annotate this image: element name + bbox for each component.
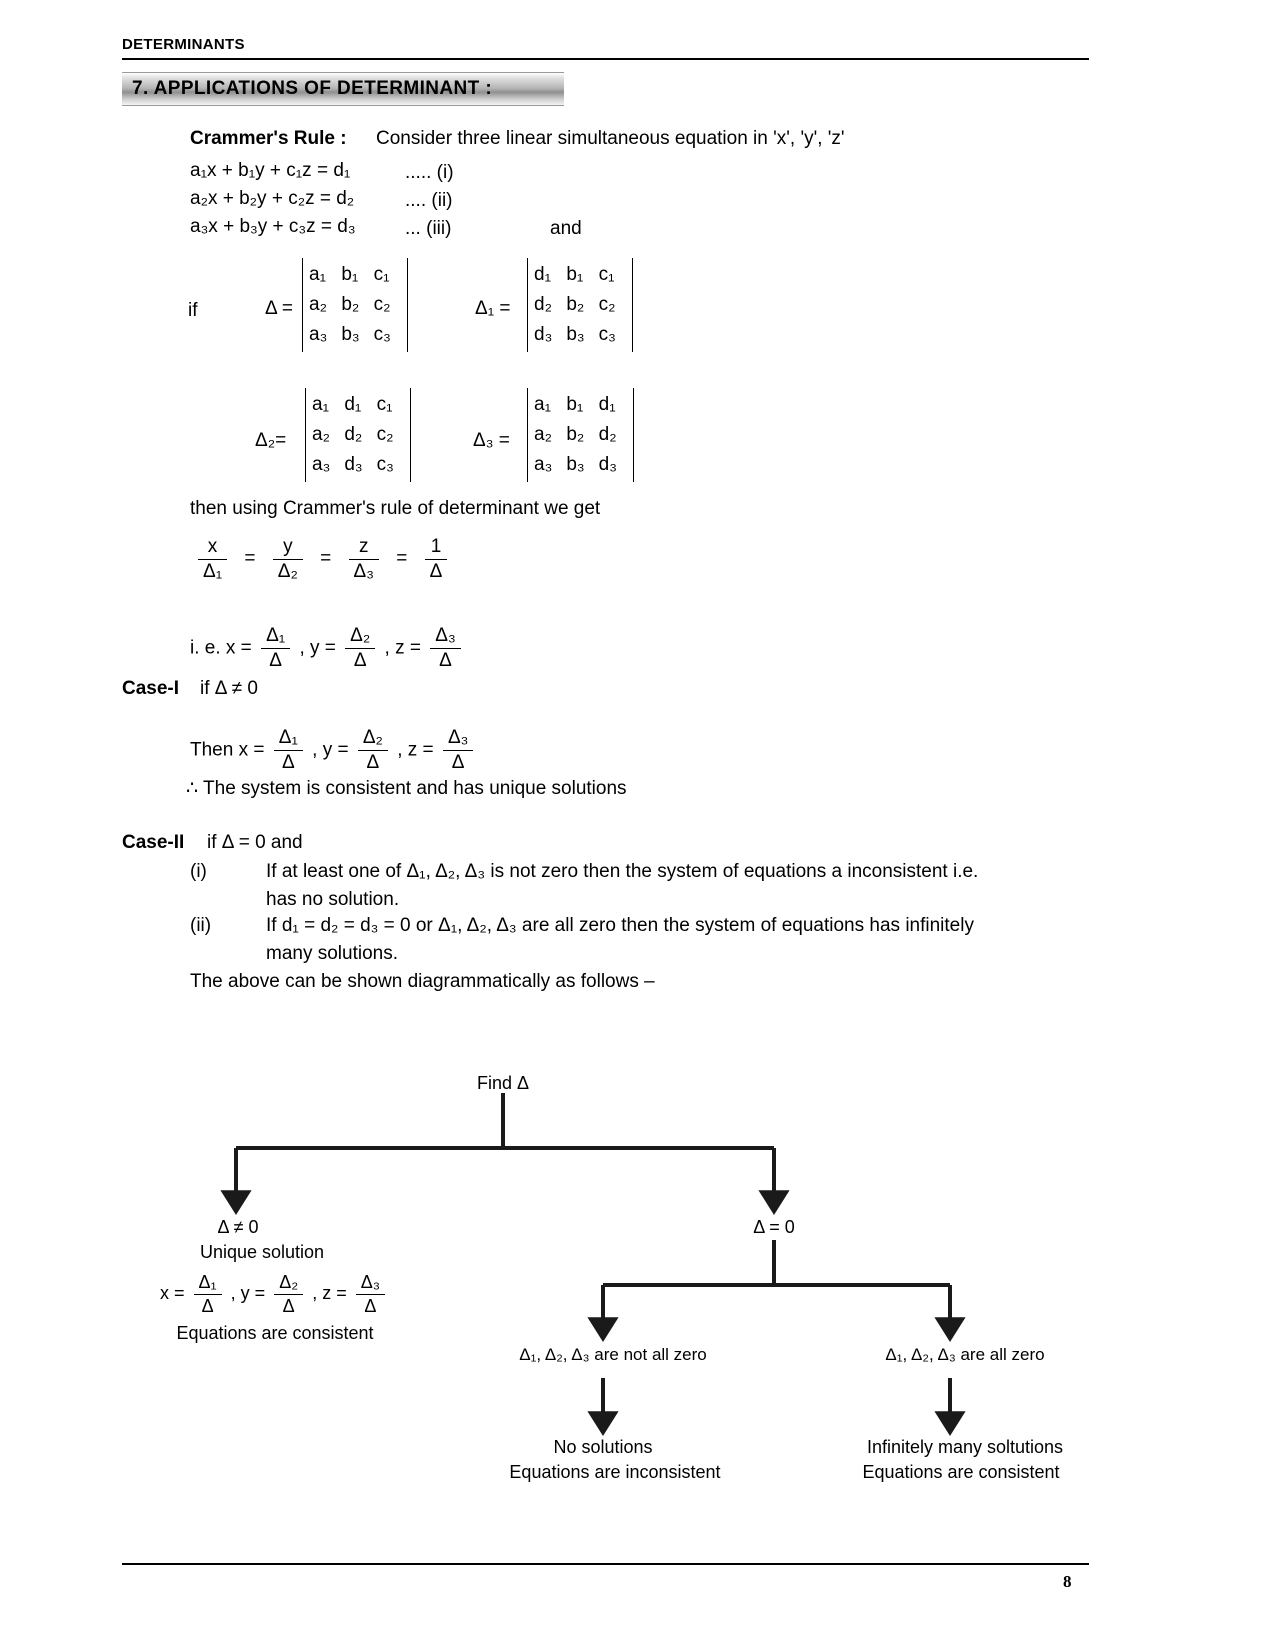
cell: b₃ [566,454,585,475]
determinant-delta3-label: Δ₃ = [473,430,510,451]
determinant-delta1-label: Δ₁ = [475,298,511,319]
fraction-denominator: Δ [439,649,452,671]
flow-solution-prefix-2: , y = [230,1282,266,1303]
fraction-denominator: Δ [201,1295,214,1316]
equation-2-text: a₂x + b₂y + c₂z = d₂ [190,188,355,209]
cell: c₂ [376,424,394,445]
fraction-numerator: 1 [425,536,448,560]
cell: d₃ [598,454,617,475]
fraction-numerator: Δ₁ [261,625,290,649]
fraction-numerator: Δ₂ [358,727,388,751]
flow-right-condition: Δ = 0 [753,1217,795,1237]
fraction-numerator: y [273,536,303,560]
cell: a₁ [312,394,329,415]
fraction-denominator: Δ [269,649,282,671]
cell: b₂ [566,294,585,315]
cell: b₃ [566,324,585,345]
fraction-numerator: Δ₁ [274,727,303,751]
cell: c₃ [373,324,391,345]
cell: d₁ [344,394,362,415]
case-2-condition: if Δ = 0 and [207,832,303,853]
cell: c₂ [373,294,391,315]
equals-sign-1: = [244,548,256,570]
case-1-condition: if Δ ≠ 0 [200,678,258,699]
fraction-numerator: z [349,536,379,560]
fraction-numerator: Δ₁ [194,1272,222,1295]
running-head: DETERMINANTS [122,36,245,53]
cell: c₃ [376,454,394,475]
fraction-denominator: Δ₁ [203,560,223,582]
cell: b₁ [566,264,584,285]
case-2-closing-line: The above can be shown diagrammatically as follows – [190,971,655,992]
cell: a₁ [534,394,551,415]
flow-child-1-result-line-2: Equations are inconsistent [509,1462,721,1482]
cell: c₁ [373,264,390,285]
cell: b₂ [566,424,585,445]
fraction-denominator: Δ [451,751,465,773]
case-2-item-2-line-1: If d₁ = d₂ = d₃ = 0 or Δ₁, Δ₂, Δ₃ are all zero then the system of equations has infinitely [266,915,974,936]
page-number: 8 [1063,1572,1072,1591]
flow-solution-prefix-3: , z = [312,1282,347,1303]
case-2-item-2-marker: (ii) [190,915,212,936]
fraction-numerator: Δ₂ [274,1272,303,1295]
section-heading-title: 7. APPLICATIONS OF DETERMINANT : [132,78,493,99]
cell: d₁ [534,264,551,285]
determinant-delta-label: Δ = [265,298,294,319]
case-2-item-1-marker: (i) [190,861,207,882]
then-prefix-3: , z = [397,739,434,761]
flow-child-2-condition: Δ₁, Δ₂, Δ₃ are all zero [885,1345,1045,1364]
equals-sign-2: = [320,548,332,570]
cell: c₂ [598,294,616,315]
cell: c₃ [598,324,616,345]
case-2-label: Case-II [122,832,185,853]
flow-left-condition: Δ ≠ 0 [217,1217,259,1237]
ie-prefix-1: i. e. x = [190,637,252,659]
fraction-denominator: Δ [366,751,380,773]
cell: a₃ [309,324,328,345]
if-keyword: if [188,300,198,321]
cell: d₃ [534,324,553,345]
flow-child-2-result-line-1: Infinitely many soltutions [866,1437,1064,1457]
fraction-delta1-delta [194,1272,222,1316]
case-2-item-1-line-1: If at least one of Δ₁, Δ₂, Δ₃ is not zero then the system of equations a inconsistent i.e. [266,861,979,882]
flow-left-solution [160,1272,389,1316]
cell: d₁ [598,394,616,415]
fraction-denominator: Δ₂ [277,560,298,582]
fraction-delta2-delta [274,1272,303,1316]
cell: b₁ [341,264,359,285]
and-connector: and [550,218,582,239]
cell: a₂ [534,424,552,445]
then-prefix-1: Then x = [190,739,265,761]
cell: c₁ [598,264,615,285]
case-2-item-2-line-2: many solutions. [266,943,399,964]
cell: d₂ [598,424,617,445]
fraction-denominator: Δ [282,1295,295,1316]
crammers-rule-label: Crammer's Rule : [190,128,347,149]
equation-3-tag: ... (iii) [405,218,452,239]
flow-left-footer: Equations are consistent [176,1323,374,1343]
flow-root-label: Find Δ [476,1073,530,1093]
case-1-label: Case-I [122,678,180,699]
equation-1-tag: ..... (i) [405,162,454,183]
equation-1-text: a₁x + b₁y + c₁z = d₁ [190,160,351,181]
cell: b₃ [341,324,360,345]
fraction-denominator: Δ [353,649,367,671]
determinant-delta2-label: Δ₂= [255,430,287,451]
fraction-numerator: x [198,536,227,560]
equation-2-tag: .... (ii) [405,190,453,211]
flow-left-title: Unique solution [199,1242,325,1262]
fraction-denominator: Δ [429,560,443,582]
fraction-delta3-delta [356,1272,385,1316]
equals-sign-3: = [396,548,408,570]
cell: a₃ [312,454,331,475]
cell: d₂ [534,294,552,315]
cell: a₁ [309,264,326,285]
cell: a₃ [534,454,553,475]
fraction-numerator: Δ₂ [345,625,375,649]
cell: c₁ [376,394,393,415]
cell: a₂ [309,294,327,315]
fraction-numerator: Δ₃ [443,727,473,751]
ie-prefix-2: , y = [299,637,336,659]
then-using-line: then using Crammer's rule of determinant we get [190,498,601,519]
cell: d₂ [344,424,363,445]
flow-child-1-condition: Δ₁, Δ₂, Δ₃ are not all zero [519,1345,707,1364]
cell: a₂ [312,424,330,445]
ie-prefix-3: , z = [384,637,421,659]
case-2-item-1-line-2: has no solution. [266,889,400,910]
crammers-rule-intro: Consider three linear simultaneous equation in 'x', 'y', 'z' [376,128,845,149]
fraction-numerator: Δ₃ [356,1272,385,1295]
flow-child-2-result-line-2: Equations are consistent [862,1462,1060,1482]
equation-3-text: a₃x + b₃y + c₃z = d₃ [190,216,356,237]
case-1-conclusion: ∴ The system is consistent and has unique solutions [186,778,627,799]
cell: d₃ [344,454,363,475]
then-prefix-2: , y = [312,739,349,761]
fraction-denominator: Δ [281,751,295,773]
fraction-numerator: Δ₃ [430,625,460,649]
fraction-denominator: Δ₃ [353,560,374,582]
flow-child-1-result-line-1: No solutions [553,1437,653,1457]
fraction-denominator: Δ [364,1295,377,1316]
footer-rule [122,1563,1089,1565]
cell: b₂ [341,294,360,315]
flow-solution-prefix-1: x = [160,1282,185,1303]
cell: b₁ [566,394,584,415]
